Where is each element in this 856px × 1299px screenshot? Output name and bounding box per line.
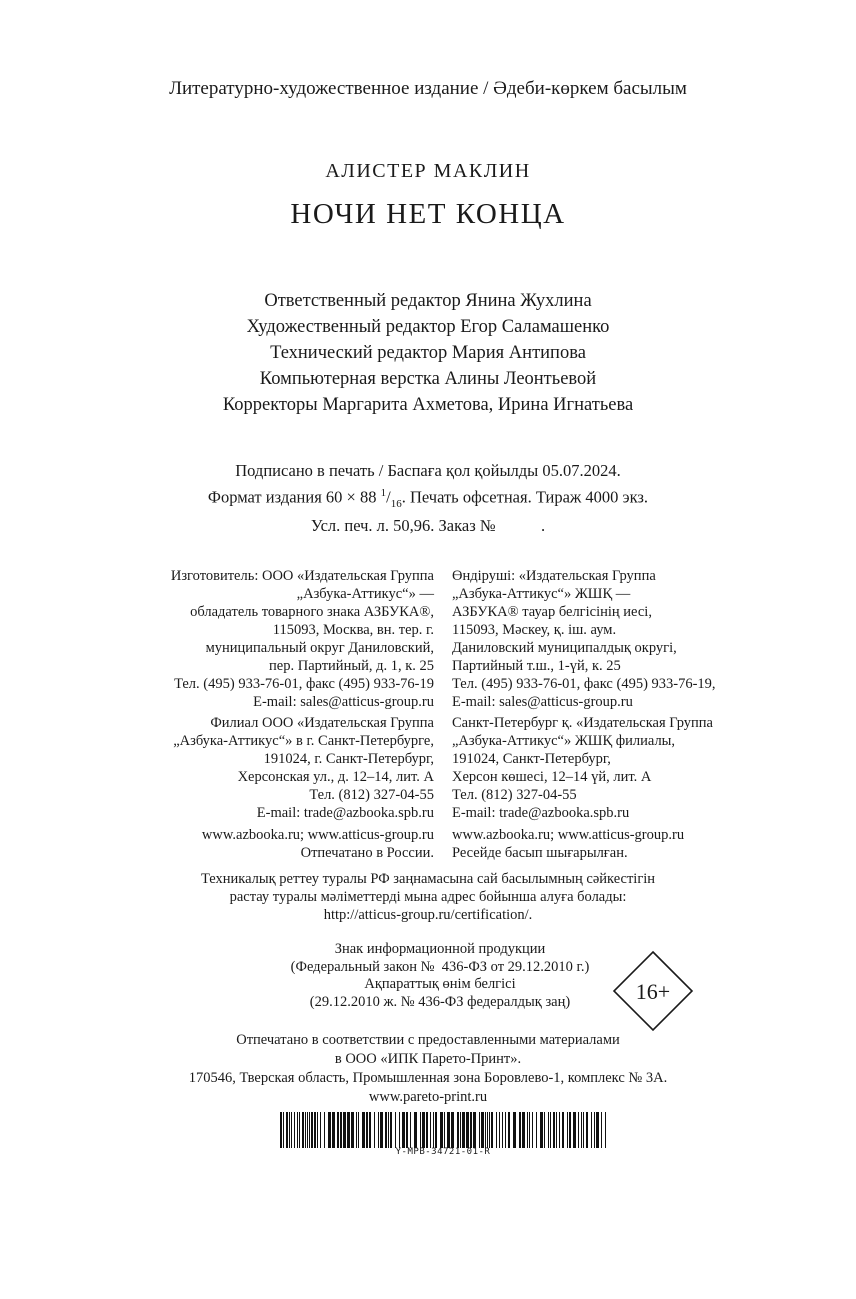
manufacturer-kz-line: Тел. (495) 933-76-01, факс (495) 933-76-19, bbox=[452, 676, 716, 692]
branch-kz-line: „Азбука-Аттикус“» ЖШҚ филиалы, bbox=[452, 733, 676, 749]
format-prefix: Формат издания 60 × 88 bbox=[207, 487, 381, 507]
printer-address: 170546, Тверская область, Промышленная зона Боровлево-1, комплекс № 3А. bbox=[188, 1070, 668, 1086]
manufacturer-ru-line: обладатель товарного знака АЗБУКА®, bbox=[190, 604, 434, 620]
branch-kz-line: Тел. (812) 327-04-55 bbox=[452, 787, 577, 803]
edition-type: Литературно-художественное издание / Әдеби-көркем басылым bbox=[169, 78, 687, 99]
printed-in-russia-kz: Ресейде басып шығарылған. bbox=[452, 845, 628, 861]
branch-ru-line: Херсонская ул., д. 12–14, лит. А bbox=[237, 769, 434, 785]
branch-kz-email: E-mail: trade@azbooka.spb.ru bbox=[452, 805, 630, 821]
format-fraction-denominator: 16 bbox=[390, 497, 402, 510]
certification-url: http://atticus-group.ru/certification/. bbox=[323, 907, 533, 923]
credit-line: Технический редактор Мария Антипова bbox=[270, 343, 586, 363]
info-sign-line: Знак информационной продукции bbox=[334, 941, 546, 957]
manufacturer-ru-line: 115093, Москва, вн. тер. г. bbox=[272, 622, 434, 638]
format-line bbox=[0, 482, 856, 515]
editorial-credits bbox=[0, 288, 856, 418]
web-kz-sites: www.azbooka.ru; www.atticus-group.ru bbox=[452, 827, 685, 843]
format-fraction-numerator: 1 bbox=[380, 487, 387, 499]
print-info bbox=[0, 460, 856, 537]
manufacturer-kz-email: E-mail: sales@atticus-group.ru bbox=[452, 694, 633, 710]
manufacturer-ru-line: пер. Партийный, д. 1, к. 25 bbox=[269, 658, 434, 674]
printer-line: в ООО «ИПК Парето-Принт». bbox=[334, 1051, 522, 1067]
branch-ru bbox=[173, 714, 434, 822]
credit-line: Корректоры Маргарита Ахметова, Ирина Игнатьева bbox=[222, 395, 634, 415]
manufacturer-ru-line: муниципальный округ Даниловский, bbox=[205, 640, 434, 656]
credit-line: Художественный редактор Егор Саламашенко bbox=[246, 317, 610, 337]
printer-line: Отпечатано в соответствии с предоставленными материалами bbox=[236, 1032, 620, 1048]
manufacturer-ru-line: Тел. (495) 933-76-01, факс (495) 933-76-19 bbox=[174, 676, 434, 692]
credit-line: Ответственный редактор Янина Жухлина bbox=[264, 291, 592, 311]
age-rating-badge bbox=[612, 950, 694, 1032]
manufacturer-ru-line: „Азбука-Аттикус“» — bbox=[296, 586, 434, 602]
branch-ru-email: E-mail: trade@azbooka.spb.ru bbox=[256, 805, 434, 821]
branch-ru-line: Филиал ООО «Издательская Группа bbox=[210, 715, 434, 731]
info-sign-line: (Федеральный закон № 436-ФЗ от 29.12.2010 г.) bbox=[290, 958, 590, 975]
format-fraction-separator: / bbox=[386, 487, 391, 507]
book-author: АЛИСТЕР МАКЛИН bbox=[325, 160, 531, 182]
branch-kz-line: Херсон көшесі, 12–14 үй, лит. А bbox=[452, 769, 652, 785]
manufacturer-kz-line: АЗБУКА® тауар белгісінің иесі, bbox=[452, 604, 652, 620]
manufacturer-ru-email: E-mail: sales@atticus-group.ru bbox=[253, 694, 434, 710]
web-ru-sites: www.azbooka.ru; www.atticus-group.ru bbox=[201, 827, 434, 843]
barcode-text: Y-MPB-34721-01-R bbox=[395, 1147, 491, 1157]
manufacturer-kz-line: 115093, Мәскеу, қ. іш. аум. bbox=[452, 622, 617, 638]
manufacturer-kz bbox=[452, 567, 716, 711]
tech-regulation-line: Техникалық реттеу туралы РФ заңнамасына сай басылымның сәйкестігін bbox=[200, 871, 656, 887]
format-suffix: . Печать офсетная. Тираж 4000 экз. bbox=[401, 487, 649, 507]
manufacturer-kz-line: Даниловский муниципалдық округі, bbox=[452, 640, 677, 656]
info-product-sign bbox=[260, 941, 620, 1011]
tech-regulation bbox=[0, 870, 856, 924]
web-kz bbox=[452, 826, 684, 862]
order-line: Усл. печ. л. 50,96. Заказ № . bbox=[310, 515, 546, 535]
web-ru bbox=[202, 826, 434, 862]
manufacturer-ru-line: Изготовитель: ООО «Издательская Группа bbox=[170, 568, 434, 584]
info-sign-line: (29.12.2010 ж. № 436-ФЗ федералдық заң) bbox=[309, 993, 571, 1010]
branch-ru-line: Тел. (812) 327-04-55 bbox=[309, 787, 434, 803]
printer-website: www.pareto-print.ru bbox=[368, 1089, 488, 1105]
printed-in-russia: Отпечатано в России. bbox=[300, 845, 434, 861]
branch-kz-line: Санкт-Петербург қ. «Издательская Группа bbox=[452, 715, 713, 731]
age-rating-text: 16+ bbox=[635, 979, 671, 1004]
branch-ru-line: 191024, г. Санкт-Петербург, bbox=[263, 751, 434, 767]
branch-ru-line: „Азбука-Аттикус“» в г. Санкт-Петербурге, bbox=[173, 733, 434, 749]
branch-kz-line: 191024, Санкт-Петербург, bbox=[452, 751, 611, 767]
branch-kz bbox=[452, 714, 713, 822]
manufacturer-kz-line: Партийный т.ш., 1-үй, к. 25 bbox=[452, 658, 621, 674]
book-title: НОЧИ НЕТ КОНЦА bbox=[290, 198, 566, 230]
credit-line: Компьютерная верстка Алины Леонтьевой bbox=[259, 369, 597, 389]
printer-info bbox=[0, 1031, 856, 1107]
manufacturer-ru bbox=[171, 567, 434, 711]
signed-to-print: Подписано в печать / Баспаға қол қойылды 05.07.2024. bbox=[235, 461, 621, 480]
manufacturer-kz-line: „Азбука-Аттикус“» ЖШҚ — bbox=[452, 586, 631, 602]
info-sign-line: Ақпараттық өнім белгісі bbox=[364, 976, 516, 992]
manufacturer-kz-line: Өндіруші: «Издательская Группа bbox=[452, 568, 656, 584]
tech-regulation-line: растау туралы мәліметтерді мына адрес бойынша алуға болады: bbox=[229, 889, 627, 905]
barcode-icon bbox=[278, 1112, 608, 1148]
